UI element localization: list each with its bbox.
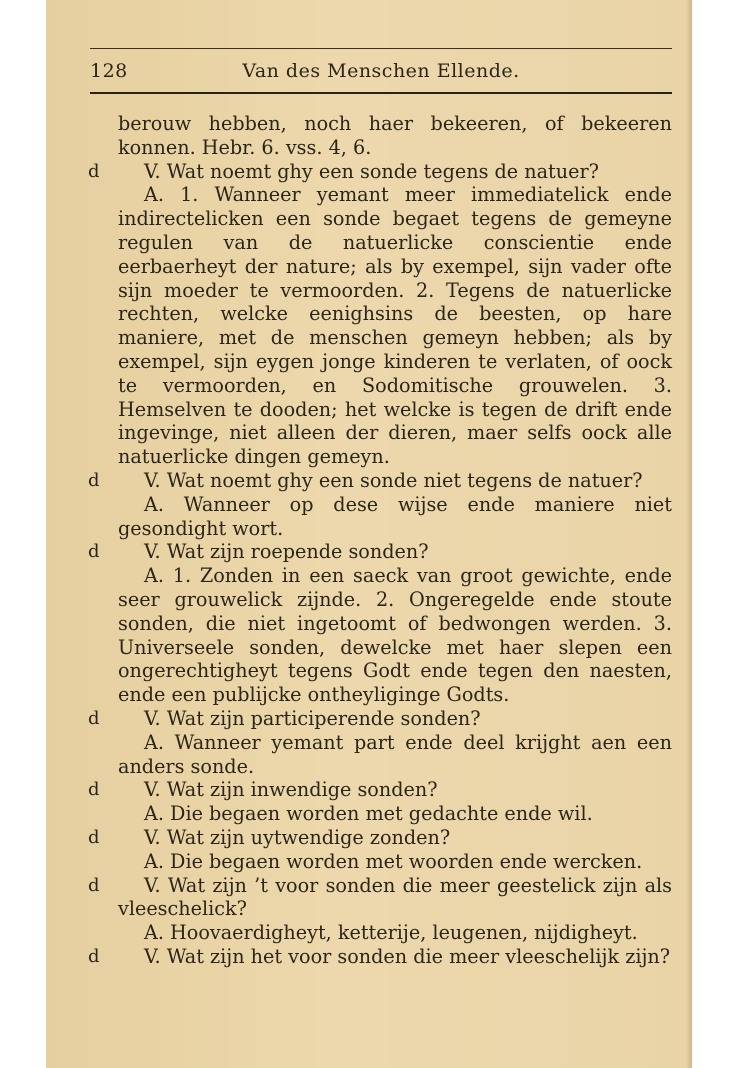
margin-marker: d: [88, 469, 100, 491]
answer-paragraph: [118, 921, 672, 945]
page-number: 128: [90, 60, 128, 82]
paragraph-text: A. 1. Zonden in een saeck van groot gewichte, ende seer grouwelick zijnde. 2. Ongeregelde ende stoute sonden, die niet ingetoomt of bedwongen werden. 3. Universeele sonden, dewelcke met haer slepen een ongerechtigheyt tegens Godt ende tegen den naesten, ende een publijcke ontheyliginge Godts.: [118, 564, 672, 707]
question-paragraph: [88, 706, 672, 731]
paragraph-text: V. Wat zijn participerende sonden?: [144, 706, 481, 730]
header-top-rule: [90, 48, 672, 49]
margin-marker: d: [88, 707, 100, 729]
paragraph-text: V. Wat zijn roepende sonden?: [144, 540, 429, 564]
answer-paragraph: [118, 183, 672, 469]
question-paragraph: [88, 159, 672, 184]
paragraph-text: V. Wat noemt ghy een sonde niet tegens de natuer?: [144, 468, 643, 492]
answer-paragraph: [118, 493, 672, 541]
answer-paragraph: [118, 850, 672, 874]
margin-marker: d: [88, 779, 100, 801]
answer-paragraph: [118, 802, 672, 826]
question-paragraph: [88, 944, 672, 969]
margin-marker: d: [88, 826, 100, 848]
margin-marker: d: [88, 160, 100, 182]
paragraph: [118, 112, 672, 160]
paragraph-text: V. Wat noemt ghy een sonde tegens de natuer?: [144, 159, 599, 183]
margin-marker: d: [88, 541, 100, 563]
page-edge-shadow: [686, 0, 692, 1068]
question-paragraph: [88, 873, 672, 922]
paragraph-text: V. Wat zijn ’t voor sonden die meer geestelick zijn als vleeschelick?: [118, 873, 672, 921]
paragraph-text: A. Hoovaerdigheyt, ketterije, leugenen, nijdigheyt.: [144, 921, 638, 945]
question-paragraph: [88, 468, 672, 493]
answer-paragraph: [118, 731, 672, 779]
paragraph-text: A. 1. Wanneer yemant meer immediatelick ende indirectelicken een sonde begaet tegens de gemeyne regulen van de natuerlicke conscientie ende eerbaerheyt der nature; als by exempel, sijn vader ofte sijn moeder te vermoorden. 2. Tegens de natuerlicke rechten, welcke eenighsins de beesten, op hare maniere, met de menschen gemeyn hebben; als by exempel, sijn eygen jonge kinderen te verlaten, of oock te vermoorden, en Sodomitische grouwelen. 3. Hemselven te dooden; het welcke is tegen de drift ende ingevinge, niet alleen der dieren, maer selfs oock alle natuerlicke dingen gemeyn.: [118, 183, 672, 469]
question-paragraph: [88, 825, 672, 850]
question-paragraph: [88, 778, 672, 802]
paragraph-text: A. Die begaen worden met woorden ende wercken.: [144, 849, 643, 873]
paragraph-text: berouw hebben, noch haer bekeeren, of bekeeren konnen. Hebr. 6. vss. 4, 6.: [118, 112, 672, 159]
paragraph-text: A. Wanneer op dese wijse ende maniere niet gesondight wort.: [118, 492, 672, 540]
paragraph-text: V. Wat zijn uytwendige zonden?: [144, 825, 451, 849]
paragraph-text: V. Wat zijn het voor sonden die meer vleeschelijk zijn?: [144, 944, 671, 968]
answer-paragraph: [118, 564, 672, 707]
page-body: [88, 112, 672, 969]
question-paragraph: [88, 540, 672, 564]
running-title: Van des Menschen Ellende.: [242, 60, 520, 82]
margin-marker: d: [88, 945, 100, 967]
paragraph-text: A. Wanneer yemant part ende deel krijght aen een anders sonde.: [118, 730, 672, 778]
paragraph-text: V. Wat zijn inwendige sonden?: [144, 778, 438, 802]
margin-marker: d: [88, 874, 100, 896]
paragraph-text: A. Die begaen worden met gedachte ende wil.: [144, 802, 593, 826]
header-bottom-rule: [90, 92, 672, 94]
book-page: [46, 0, 692, 1068]
